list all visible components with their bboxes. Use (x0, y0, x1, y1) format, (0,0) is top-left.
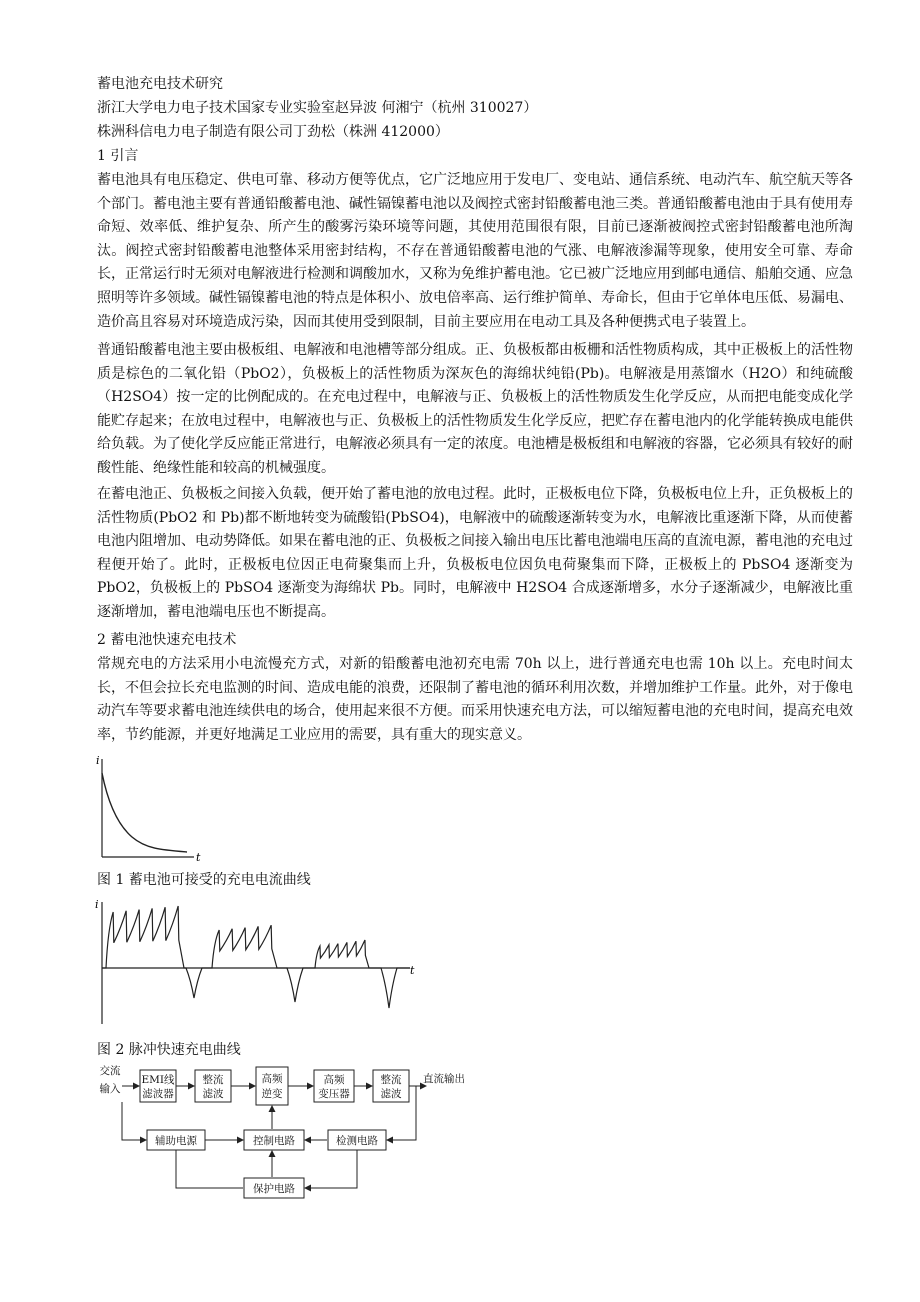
figure-3-block-diagram (92, 1062, 472, 1204)
rectifier-2-label-2: 滤波 (380, 1088, 402, 1100)
emi-filter-label-2: 滤波器 (142, 1088, 174, 1100)
transformer-label-1: 高频 (323, 1074, 345, 1086)
paragraph-intro-1: 蓄电池具有电压稳定、供电可靠、移动方便等优点，它广泛地应用于发电厂、变电站、通信系统、电动汽车、航空航天等各个部门。蓄电池主要有普通铅酸蓄电池、碱性镉镍蓄电池以及阀控式密封铅酸蓄电池三类。普通铅酸蓄电池由于具有使用寿命短、效率低、维护复杂、所产生的酸雾污染环境等问题，其使用范围很有限，目前已逐渐被阀控式密封铅酸蓄电池所淘汰。阀控式密封铅酸蓄电池整体采用密封结构，不存在普通铅酸蓄电池的气涨、电解液渗漏等现象，使用安全可靠、寿命长，正常运行时无须对电解液进行检测和调酸加水，又称为免维护蓄电池。它已被广泛地应用到邮电通信、船舶交通、应急照明等许多领域。碱性镉镍蓄电池的特点是体积小、放电倍率高、运行维护简单、寿命长，但由于它单体电压低、易漏电、造价高且容易对环境造成污染，因而其使用受到限制，目前主要应用在电动工具及各种便携式电子装置上。 (97, 172, 853, 330)
control-circuit-label: 控制电路 (253, 1135, 295, 1147)
ac-input-label-2: 输入 (99, 1083, 121, 1095)
dc-output-label: 直流输出 (423, 1073, 465, 1085)
figure-1-charge-current-curve (92, 755, 212, 867)
figure-1-x-label: t (196, 851, 201, 864)
ac-input-label-1: 交流 (99, 1065, 121, 1077)
rectifier-2-label-1: 整流 (380, 1074, 402, 1086)
paragraph-fast-charging-1: 常规充电的方法采用小电流慢充方式，对新的铅酸蓄电池初充电需 70h 以上，进行普通充电也需 10h 以上。充电时间太长，不但会拉长充电监测的时间、造成电能的浪费，还限制了蓄电池的循环利用次数，并增加维护工作量。此外，对于像电动汽车等要求蓄电池连续供电的场合，使用起来很不方便。而采用快速充电方法，可以缩短蓄电池的充电时间，提高充电效率，节约能源，并更好地满足工业应用的需要，具有重大的现实意义。 (97, 656, 853, 743)
figure-1-caption: 图 1 蓄电池可接受的充电电流曲线 (97, 872, 311, 888)
auxiliary-power-label: 辅助电源 (155, 1135, 197, 1147)
rectifier-1-label-2: 滤波 (202, 1088, 224, 1100)
transformer-label-2: 变压器 (318, 1088, 350, 1100)
detection-circuit-label: 检测电路 (336, 1135, 378, 1147)
author-affiliation-1: 浙江大学电力电子技术国家专业实验室赵异波 何湘宁（杭州 310027） (97, 100, 538, 116)
rectifier-1-label-1: 整流 (202, 1074, 224, 1086)
paragraph-intro-3: 在蓄电池正、负极板之间接入负载，便开始了蓄电池的放电过程。此时，正极板电位下降，负极板电位上升，正负极板上的活性物质(PbO2 和 Pb)都不断地转变为硫酸铅(PbSO4)，电解液中的硫酸逐渐转变为水，电解液比重逐渐下降，从而使蓄电池内阻增加、电动势降低。如果在蓄电池的正、负极板之间接入输出电压比蓄电池端电压高的直流电源，蓄电池的充电过程便开始了。此时，正极板电位因正电荷聚集而上升，负极板电位因负电荷聚集而下降，正极板上的 PbSO4 逐渐变为 PbO2，负极板上的 PbSO4 逐渐变为海绵状 Pb。同时，电解液中 H2SO4 合成逐渐增多，水分子逐渐减少，电解液比重逐渐增加，蓄电池端电压也不断提高。 (97, 486, 853, 620)
figure-1-y-label: i (96, 755, 100, 767)
paper-title: 蓄电池充电技术研究 (97, 76, 223, 92)
figure-1-curve (102, 773, 187, 852)
section-heading-introduction: 1 引言 (97, 148, 139, 164)
inverter-label-2: 逆变 (261, 1088, 283, 1100)
protection-circuit-label: 保护电路 (253, 1183, 295, 1195)
figure-2-caption: 图 2 脉冲快速充电曲线 (97, 1042, 241, 1058)
paragraph-intro-2: 普通铅酸蓄电池主要由极板组、电解液和电池槽等部分组成。正、负极板都由板栅和活性物质构成，其中正极板上的活性物质是棕色的二氧化铅（PbO2），负极板上的活性物质为深灰色的海绵状纯铅(Pb)。电解液是用蒸馏水（H2O）和纯硫酸（H2SO4）按一定的比例配成的。在充电过程中，电解液与正、负极板上的活性物质发生化学反应，从而把电能变成化学能贮存起来；在放电过程中，电解液也与正、负极板上的活性物质发生化学反应，把贮存在蓄电池内的化学能转换成电能供给负载。为了使化学反应能正常进行，电解液必须具有一定的浓度。电池槽是极板组和电解液的容器，它必须具有较好的耐酸性能、绝缘性能和较高的机械强度。 (97, 342, 853, 476)
figure-2-pulse-charging-curve (92, 898, 422, 1028)
figure-2-waveform (102, 906, 410, 1008)
inverter-label-1: 高频 (261, 1073, 283, 1085)
figure-2-x-label: t (410, 964, 415, 977)
section-heading-fast-charging: 2 蓄电池快速充电技术 (97, 632, 237, 648)
author-affiliation-2: 株洲科信电力电子制造有限公司丁劲松（株洲 412000） (97, 124, 449, 140)
emi-filter-label-1: EMI线 (141, 1074, 175, 1086)
figure-2-y-label: i (95, 898, 99, 911)
